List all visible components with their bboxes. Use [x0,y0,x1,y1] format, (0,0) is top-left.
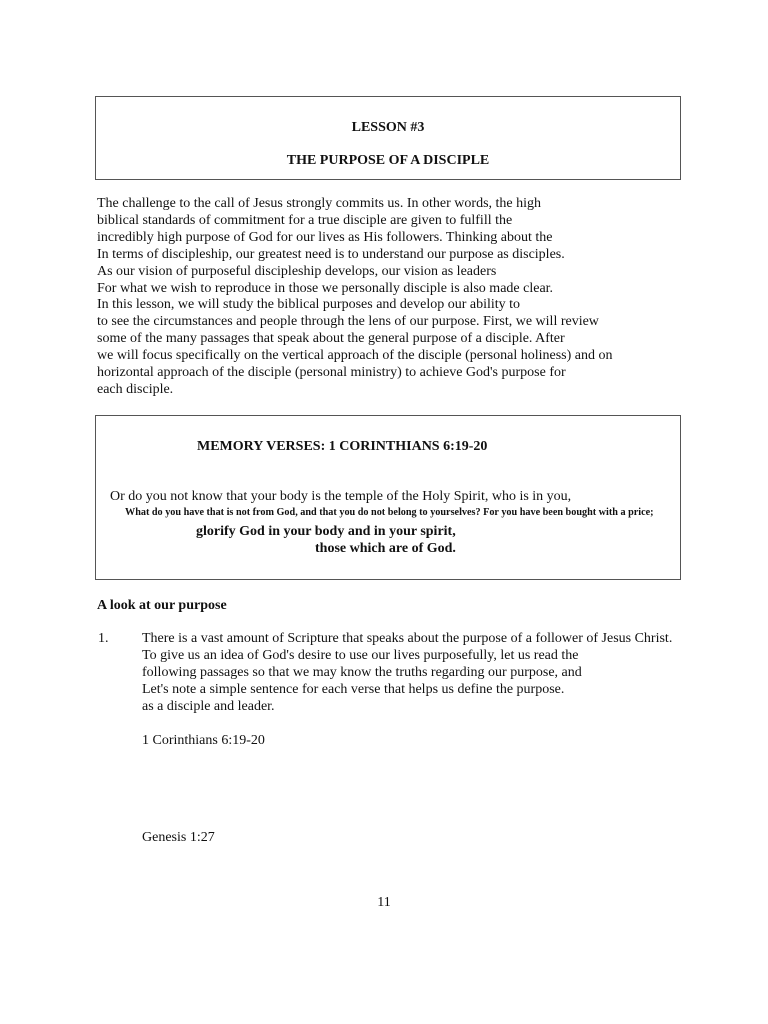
item-number: 1. [98,631,109,646]
lesson-title-box [95,96,681,180]
item-line: as a disciple and leader. [142,699,275,714]
memory-verse-line: those which are of God. [315,541,456,556]
item-line: To give us an idea of God's desire to use our lives purposefully, let us read the [142,648,579,663]
memory-verses-box [95,415,681,580]
lesson-title: THE PURPOSE OF A DISCIPLE [286,153,490,168]
memory-verse-line: glorify God in your body and in your spirit, [196,524,456,539]
memory-verse-line: What do you have that is not from God, and that you do not belong to yourselves? For you have been bought with a price; [125,507,654,518]
item-line: There is a vast amount of Scripture that speaks about the purpose of a follower of Jesus Christ. [142,631,673,646]
scripture-reference: 1 Corinthians 6:19-20 [142,733,265,748]
intro-line: horizontal approach of the disciple (personal ministry) to achieve God's purpose for [97,365,566,381]
intro-line: As our vision of purposeful discipleship develops, our vision as leaders [97,263,497,279]
intro-line: some of the many passages that speak about the general purpose of a disciple. After [97,331,565,347]
scripture-reference: Genesis 1:27 [142,830,215,845]
item-body [142,630,702,715]
page-number: 11 [377,895,391,910]
intro-line: In terms of discipleship, our greatest need is to understand our purpose as disciples. [97,246,565,262]
intro-line: In this lesson, we will study the biblical purposes and develop our ability to [97,297,521,313]
intro-line: For what we wish to reproduce in those we personally disciple is also made clear. [97,280,554,296]
memory-verses-title: MEMORY VERSES: 1 CORINTHIANS 6:19-20 [197,439,488,454]
memory-verse-line: Or do you not know that your body is the temple of the Holy Spirit, who is in you, [110,489,572,504]
intro-line: biblical standards of commitment for a true disciple are given to fulfill the [97,212,513,228]
intro-line: to see the circumstances and people through the lens of our purpose. First, we will review [97,314,599,330]
intro-line: The challenge to the call of Jesus strongly commits us. In other words, the high [97,196,542,211]
intro-line: incredibly high purpose of God for our lives as His followers. Thinking about the [97,229,553,245]
section-heading: A look at our purpose [97,598,227,613]
item-line: following passages so that we may know the truths regarding our purpose, and [142,665,582,680]
intro-line: we will focus specifically on the vertical approach of the disciple (personal holiness) and on [97,348,613,364]
lesson-number: LESSON #3 [351,120,425,135]
intro-paragraph [97,196,697,399]
item-line: Let's note a simple sentence for each verse that helps us define the purpose. [142,682,565,697]
intro-line: each disciple. [97,381,174,397]
